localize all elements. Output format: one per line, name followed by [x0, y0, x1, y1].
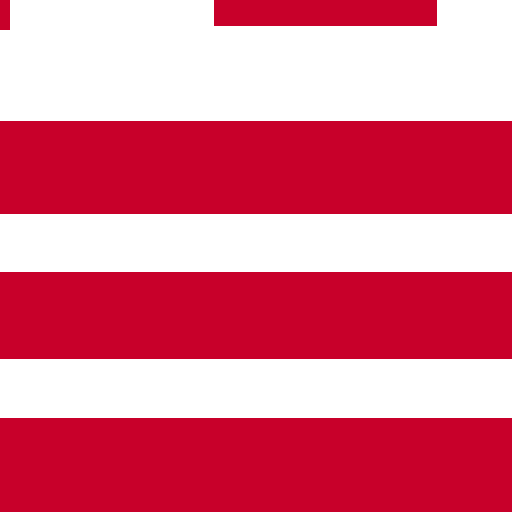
top-center-red-block — [214, 0, 437, 26]
red-stripe-3 — [0, 418, 512, 512]
red-stripe-1 — [0, 121, 512, 214]
top-left-red-block — [0, 0, 10, 30]
red-stripe-2 — [0, 272, 512, 359]
